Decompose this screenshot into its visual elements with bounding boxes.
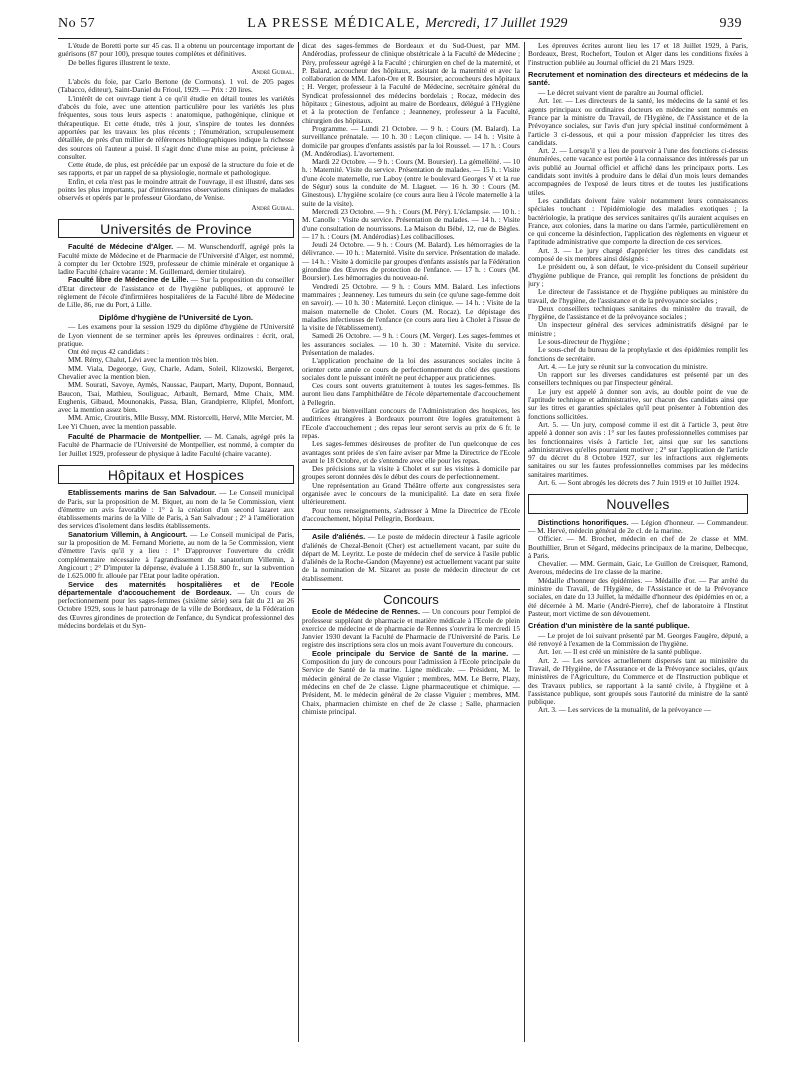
decree-paragraph: Le sous-directeur de l'hygiène ; (538, 336, 630, 346)
article-paragraph (58, 433, 294, 458)
programme-paragraph: Mardi 22 Octobre. — 9 h. : Cours (M. Boursier). La gémelléité. — 10 h. : Maternité. Visite du service. Présentation de malades. — 15 h. : Visite d'une école maternelle, rue Laboy (entre le boulevard Georges V et la rue de Ségur) sous la conduite de M. Llaguet. — 16 h. 30 : Cours (M. Ginestous). L'hygiène scolaire (ce cours aura lieu à l'école maternelle à la suite de la visite). (302, 157, 520, 208)
decree-paragraph: — Le décret suivant vient de paraître au Journal officiel. (538, 88, 704, 98)
article-paragraph: MM. Sourati, Savoye, Aymès, Naussac, Paupart, Marty, Dupont, Bonnaud, Baucon, Tsai, Mathieu, Souliguac, Arbault, Bernard, Mme Chaix, MM. Eughenis, Gibaud, Mounonakis, Passa, Blan, Grandpierre, Klipfel, Monfort, avec la mention assez bien. (58, 380, 294, 415)
article-paragraph: Art. 1er. — Il est créé un ministère de la santé publique. (538, 647, 702, 657)
decree-paragraph: Art. 5. — Un jury, composé comme il est dit à l'article 3, peut être appelé à donner son avis : 1° sur les fautes professionnelles commises par les fonctionnaires visés à l'article 1er, ainsi que sur les sanctions administratives qu'elles pourraient motiver ; 2° sur l'application de l'article 97 du décret du 8 Octobre 1927, sur les infractions aux règlements sanitaires ou sur les fautes professionnelles commises par les médecins sanitaires maritimes. (528, 419, 748, 479)
article-paragraph (528, 519, 748, 536)
article-head: Service des maternités hospitalières et de l'Ecole départementale d'accouchement de Bordeaux. (58, 579, 294, 597)
decree-paragraph: Art. 4. — Le jury se réunit sur la convocation du ministre. (538, 361, 708, 371)
column-rule-right (524, 42, 525, 1042)
article-head: Faculté de Médecine d'Alger. (68, 242, 174, 252)
article-head: Asile d'aliénés. (312, 532, 366, 542)
article-paragraph: MM. Viala, Degeorge, Guy, Charle, Adam, Soleil, Klizowski, Bergeret, Chevalier avec la mention bien. (58, 363, 294, 381)
divider (302, 529, 520, 530)
decree-paragraph: Art. 1er. — Les directeurs de la santé, les médecins de la santé et les agents principaux ou ordinaires docteurs en médecine sont nommés en France par la ministre du Travail, de l'Hygiène, de l'Assistance et de la Prévoyance sociales, sur l'avis d'un jury spécial institué conformément à l'article 3 ci-dessous, et qui a pour mission d'apprécier les titres des candidats. (528, 96, 748, 147)
review-paragraph: Cette étude, de plus, est précédée par un exposé de la structure du foie et de ses rapports, et par un rappel de sa physiologie, normale et pathologique. (58, 160, 294, 178)
article-paragraph (58, 531, 294, 581)
decree-paragraph: Art. 2. — Lorsqu'il y a lieu de pourvoir à l'une des fonctions ci-dessus énumérées, cette vacance est portée à la connaissance des intéressés par un avis publié au Journal officiel et affiché dans les principaux ports. Les candidats sont invités à produire dans le délai d'un mois leurs demandes accompagnées de l'exposé de leurs titres et de toutes les justifications utiles. (528, 146, 748, 197)
article-paragraph (58, 243, 294, 276)
programme-paragraph: Jeudi 24 Octobre. — 9 h. : Cours (M. Balard). Les hémorragies de la délivrance. — 10 h. : Maternité. Visite du service. Présentation de malade. — 14 h. : Visite à domicile par groupes d'enfants assistés par la Fédération girondine des Œuvres de protection de l'enfance. — 17 h. : Cours (M. Boursier). Les hémorragies du nouveau-né. (302, 240, 520, 283)
article-text: — M. Wunschendorff, agrégé près la Faculté mixte de Médecine et de Pharmacie de l'Université d'Alger, est nommé, à compter du 1er Octobre 1929, professeur de chimie minérale et organique à ladite Faculté (chaire vacante : M. Guillemard, dernier titulaire). (58, 242, 294, 277)
review-paragraph: L'intérêt de cet ouvrage tient à ce qu'il étudie en détail toutes les variétés d'abcès du foie, avec une attention particulière pour les variétés les plus fréquentes, sous tous leurs aspects : anatomique, pathogénique, clinique et thérapeutique. Et cette étude, très à jour, s'inspire de toutes les données apportées par les travaux les plus récents ; l'énumération, scrupuleusement détaillée, de près d'un millier de références bibliographiques indique la richesse des sources où l'auteur a puisé. Il s'agit donc d'une mise au point, précieuse à consulter. (58, 93, 294, 161)
article-text: — Le Conseil municipal de Paris, sur la proposition de M. Fernand Moriette, au nom de la 5e Commission, vient d'émettre l'avis qu'il y a lieu : 1° D'approuver l'ouverture du crédit complémentaire nécessaire à l'agrandissement du sanatorium Villemin, à Angicourt ; 2° D'imputer la dépense, évaluée à 1.158.800 fr., sur la subvention de 1.625.000 fr. allouée par l'Etat pour ladite opération. (58, 529, 294, 581)
article-text: — Le poste de médecin directeur à l'asile agricole d'aliénés de Chezal-Benoit (Cher) est actuellement vacant, par suite du départ de M. Leyritz. Le poste de médecin chef de service à l'asile public d'aliénés de la Roche-Gandon (Mayenne) est actuellement vacant par suite de la nomination de M. Sizaret au poste de médecin directeur de cet établissement. (302, 532, 520, 583)
programme-paragraph: Programme. — Lundi 21 Octobre. — 9 h. : Cours (M. Balard). La surveillance prénatale. — 10 h. 30 : Leçon clinique. — 14 h. : Visite à domicile par groupes d'enfants assistés par la loi Roussel. — 17 h. : Cours (M. Andérodias). L'avortement. (302, 123, 520, 158)
review-paragraph: L'abcès du foie, par Carlo Bertone (de Cormons). 1 vol. de 205 pages (Tabacco, éditeur), Saint-Daniel du Frioul, 1929. — Prix : 20 lires. (58, 77, 294, 95)
article-paragraph (58, 276, 294, 309)
decree-paragraph: Art. 6. — Sont abrogés les décrets des 7 Juin 1919 et 10 Juillet 1924. (538, 478, 740, 488)
subheading-diplome: Diplôme d'hygiène de l'Université de Lyon. (99, 312, 253, 322)
article-text: — Sur la proposition du conseiller d'Etat directeur de l'assistance et de l'hygiène publiques, et approuvé le règlement de l'école d'infirmières hospitalières de la Faculté libre de Médecine de Lille, 86, rue du Port, à Lille. (58, 275, 294, 310)
decree-paragraph: Le président ou, à son défaut, le vice-président du Conseil supérieur d'hygiène publique de France, qui remplit les fonctions de président du jury ; (528, 262, 748, 288)
decree-paragraph: Art. 3. — Le jury chargé d'apprécier les titres des candidats est composé de six membres ainsi désignés : (528, 245, 748, 264)
decree-paragraph: Le jury est appelé à donner son avis, au double point de vue de l'aptitude technique et administrative, sur chacun des candidats ainsi que sur les titres et garanties spéciales qu'il peut présenter à l'obtention des fonctions sollicitées. (528, 386, 748, 421)
section-heading-concours: Concours (383, 592, 439, 607)
article-paragraph: Officier. — M. Brochet, médecin en chef de 2e classe et MM. Bouthillier, Brun et Ségard, médecins principaux de la marine, Delbecque, à Paris. (528, 534, 748, 560)
subheading-creation: Création d'un ministère de la santé publique. (528, 621, 690, 631)
intro-paragraph: L'étude de Boretti porte sur 45 cas. Il a obtenu un pourcentage important de guérisons (87 pour 100), presque toutes complètes et définitives. (58, 42, 294, 59)
article-paragraph: Chevalier. — MM. Germain, Gaic, Le Guillon de Creisquer, Ramond, Averous, médecins de 1re classe de la marine. (528, 559, 748, 577)
subheading-recrutement: Recrutement et nomination des directeurs et médecins de la santé. (528, 69, 748, 88)
column-1 (58, 42, 294, 1070)
article-paragraph: Pour tous renseignements, s'adresser à Mme la Directrice de l'Ecole d'accouchement, hôpital Pellegrin, Bordeaux. (302, 505, 520, 523)
article-text: — Un cours de perfectionnement pour les sages-femmes (sixième série) sera fait du 21 au 26 Octobre 1929, sous le haut patronage de la ville de Bordeaux, de la Fédération des Œuvres girondines de protection de l'enfance, du Syndicat professionnel des médecins bordelais et du Syn- (58, 587, 294, 630)
review-paragraph: Enfin, et cela n'est pas le moindre attrait de l'ouvrage, il est illustré, dans ses points les plus importants, par d'intéressantes observations cliniques de malades observés et opérés par le professeur Giordano, de Venise. (58, 176, 294, 203)
article-text: — Le Conseil municipal de Paris, sur la proposition de M. Biquet, au nom de la 5e Commission, vient d'émettre un avis favorable : 1° à la création d'un second lazaret aux établissements marins de la Ville de Paris, à San Salvadour ; 2° à l'amélioration des services d'isolement dans lesdits établissements. (58, 488, 294, 531)
column-2 (302, 42, 520, 1070)
masthead (247, 16, 567, 32)
article-paragraph: MM. Rémy, Chalut, Lévi avec la mention très bien. (68, 355, 219, 365)
article-paragraph: Les sages-femmes désireuses de profiter de l'un quelconque de ces avantages sont priées de s'en faire aviser par Mme la Directrice de l'Ecole avant le 18 Octobre, et de s'entendre avec elle pour les repas. (302, 439, 520, 465)
article-paragraph: — Le projet de loi suivant présenté par M. Georges Faugère, député, a été renvoyé à l'examen de la Commission de l'hygiène. (528, 630, 748, 649)
article-paragraph (58, 489, 294, 530)
signature: André Guibal. (251, 203, 294, 212)
article-paragraph: Ont été reçus 42 candidats : (68, 347, 149, 357)
issue-date: Mercredi, 17 Juillet 1929 (425, 16, 568, 31)
article-paragraph: Des précisions sur la visite à Cholet et sur les visites à domicile par groupes seront données dès le début des cours de perfectionnement. (302, 464, 520, 482)
page-header (58, 16, 742, 39)
programme-paragraph: Mercredi 23 Octobre. — 9 h. : Cours (M. Péry). L'éclampsie. — 10 h. : M. Canolle : Visite du service. Présentation de malades. — 14 h. : Visite d'une consultation de nourrissons. La Maison du Bébé, 12, rue de Bègles. — 17 h. : Cours (M. Andérodias) Les colibacilloses. (302, 206, 520, 241)
article-paragraph (58, 581, 294, 631)
page-number: 939 (719, 16, 742, 31)
article-head: Sanatorium Villemin, à Angicourt. (68, 529, 188, 539)
article-text: — Un concours pour l'emploi de professeur suppléant de pharmacie et matière médicale à l'Ecole de plein exercice de médecine et de pharmacie de Rennes s'ouvrira le mercredi 15 Janvier 1930 devant la Faculté de Pharmacie de l'Université de Paris. Le registre des inscriptions sera clos un mois avant l'ouverture du concours. (302, 607, 520, 650)
article-text: — M. Canals, agrégé près la Faculté de Pharmacie de l'Université de Montpellier, est nommé, à compter du 1er Juillet 1929, professeur de physique à ladite Faculté (chaire vacante). (58, 432, 294, 458)
decree-paragraph: Le sous-chef du bureau de la prophylaxie et des épidémies remplit les fonctions de secrétaire. (528, 345, 748, 363)
decree-paragraph: Deux conseillers techniques sanitaires du ministère du travail, de l'hygiène, de l'assistance et de la prévoyance sociales ; (528, 303, 748, 322)
article-paragraph: Grâce au bienveillant concours de l'Administration des hospices, les auditrices étrangères à Bordeaux pourront être logées gratuitement à l'Ecole d'accouchement ; des repas leur seront servis au prix de 6 fr. le repas. (302, 406, 520, 440)
article-head: Faculté de Pharmacie de Montpellier. (68, 432, 202, 442)
article-paragraph: Ces cours sont ouverts gratuitement à toutes les sages-femmes. Ils auront lieu dans l'amphithéâtre de l'école départementale d'accouchement à Pellegrin. (302, 381, 520, 407)
section-heading-hopitaux: Hôpitaux et Hospices (58, 465, 294, 484)
article-paragraph: — Les examens pour la session 1929 du diplôme d'hygiène de l'Université de Lyon viennent de se terminer après les épreuves ordinaires : écrit, oral, pratique. (58, 322, 294, 348)
article-paragraph: MM. Amic, Croutiris, Mlle Bussy, MM. Ristorcelli, Hervé, Mlle Mercier, M. Lee Yi Chuen, avec la mention passable. (58, 413, 294, 431)
article-head: Etablissements marins de San Salvadour. (68, 488, 217, 498)
article-head: Distinctions honorifiques. (538, 517, 629, 527)
article-head: Faculté libre de Médecine de Lille. (68, 275, 189, 285)
journal-title: LA PRESSE MÉDICALE, (247, 16, 421, 31)
article-paragraph (302, 533, 520, 583)
programme-paragraph: Samedi 26 Octobre. — 9 h. : Cours (M. Verger). Les sages-femmes et les assurances sociales. — 10 h. 30 : Maternité. Visite du service. Présentation de malades. (302, 331, 520, 357)
article-paragraph (302, 608, 520, 649)
article-paragraph: L'application prochaine de la loi des assurances sociales incite à orienter cette année ce cours de perfectionnement du côté des questions sociales dont le puissant intérêt ne peut échapper aux praticiennes. (302, 356, 520, 382)
article-paragraph: Médaille d'honneur des épidémies. — Médaille d'or. — Par arrêté du ministre du Travail, de l'Hygiène, de l'Assistance et de la Prévoyance sociales, en date du 13 Juillet, la médaille d'honneur des épidémies en or, a été décernée à M. Marie (André-Pierre), chef de laboratoire à l'Institut Pasteur, mort victime de son dévouement. (528, 575, 748, 618)
section-heading-nouvelles: Nouvelles (528, 494, 748, 513)
decree-paragraph: Un rapport sur les diverses candidatures est présenté par un des conseillers techniques ou par l'inspecteur général. (528, 370, 748, 388)
article-text: — Légion d'honneur. — Commandeur. — M. Hervé, médecin général de 2e cl. de la marine. (528, 517, 748, 535)
article-head: Ecole principale du Service de Santé de la marine. (312, 648, 509, 658)
column-3 (528, 42, 748, 1070)
article-paragraph: dicat des sages-femmes de Bordeaux et du Sud-Ouest, par MM. Andérodias, professeur de clinique obstétricale à la Faculté de Médecine ; Péry, professeur agrégé à la Faculté ; chirurgien en chef de la maternité, et P. Balard, accoucheur des hôpitaux, assistant de la maternité et avec la collaboration de MM. Lafon-Ore et R. Boursier, accoucheurs des hôpitaux ; H. Verger, professeur à la Faculté de Médecine, secrétaire général du Syndicat professionnel des médecins bordelais ; Rocaz, médecin des hôpitaux ; Ginestous, adjoint au maire de Bordeaux, délégué à l'Hygiène et à la protection de l'enfance ; Jeanneney, professeur à la Faculté, chirurgien des hôpitaux. (302, 42, 520, 125)
signature: André Guibal. (251, 67, 294, 76)
programme-paragraph: Vendredi 25 Octobre. — 9 h. : Cours MM. Balard. Les infections mammaires ; Jeanneney. Les tumeurs du sein (ce qu'une sage-femme doit en savoir). — 10 h. 30 : Maternité. Leçon clinique. — 14 h. : Visite de la maison maternelle de Cholet. Cours (M. Rocaz). Le dépistage des maladies infectieuses de l'enfance (ce cours aura lieu à Cholet à l'issue de la visite de l'établissement). (302, 281, 520, 333)
divider (302, 589, 520, 590)
article-paragraph: Art. 3. — Les services de la mutualité, de la prévoyance — (538, 705, 712, 715)
issue-number: No 57 (58, 16, 96, 31)
article-paragraph (302, 650, 520, 716)
article-paragraph: Art. 2. — Les services actuellement dispersés tant au ministère du Travail, de l'Hygiène, de l'Assurance et de la Prévoyance sociales, qu'aux ministères de l'Agriculture, du Commerce et de l'Instruction publique et des Travaux publics, se rapportant à la santé civile, à l'hygiène et à l'assistance publique, sont groupés sous l'autorité du ministre de la santé publique. (528, 655, 748, 707)
article-paragraph: Les épreuves écrites auront lieu les 17 et 18 Juillet 1929, à Paris, Bordeaux, Brest, Rochefort, Toulon et Alger dans les conditions fixées à l'instruction publiée au Journal officiel du 21 Mars 1929. (528, 42, 748, 67)
intro-paragraph: De belles figures illustrent le texte. (68, 57, 171, 67)
decree-paragraph: Un inspecteur général des services administratifs désigné par le ministre ; (528, 320, 748, 338)
column-rule-left (298, 42, 299, 1042)
decree-paragraph: Les candidats doivent faire valoir notamment leurs connaissances spéciales touchant : l'épidémiologie des maladies exotiques ; la bactériologie, la pratique des services sanitaires qu'ils auraient acquises en France, aux colonies, dans la marine ou dans l'armée, particulièrement en ce qui concerne la désinfection, l'application des règlements en vigueur et l'aptitude administrative que comporte la direction de ces services. (528, 195, 748, 247)
section-heading-universites: Universités de Province (58, 219, 294, 238)
decree-paragraph: Le directeur de l'assistance et de l'hygiène publiques au ministère du travail, de l'hygiène, de l'assistance et de la prévoyance sociales ; (528, 287, 748, 305)
article-text: — Composition du jury de concours pour l'admission à l'Ecole principale du Service de Santé de la marine. Ligne médicale. — Président, M. le médecin général de 2e classe Viguier ; membres, MM. Le Berre, Plazy, médecins en chef de 2e classe. Ligne pharmaceutique et chimique. — Président, M. le médecin général de 2e classe Viguier ; membres, MM. Chaix, pharmacien chimiste en chef de 2e classe ; Salle, pharmacien chimiste principal. (302, 648, 520, 716)
article-paragraph: Une représentation au Grand Théâtre offerte aux congressistes sera organisée avec le concours de la municipalité. La date en sera fixée ultérieurement. (302, 480, 520, 507)
article-head: Ecole de Médecine de Rennes. (312, 607, 420, 617)
